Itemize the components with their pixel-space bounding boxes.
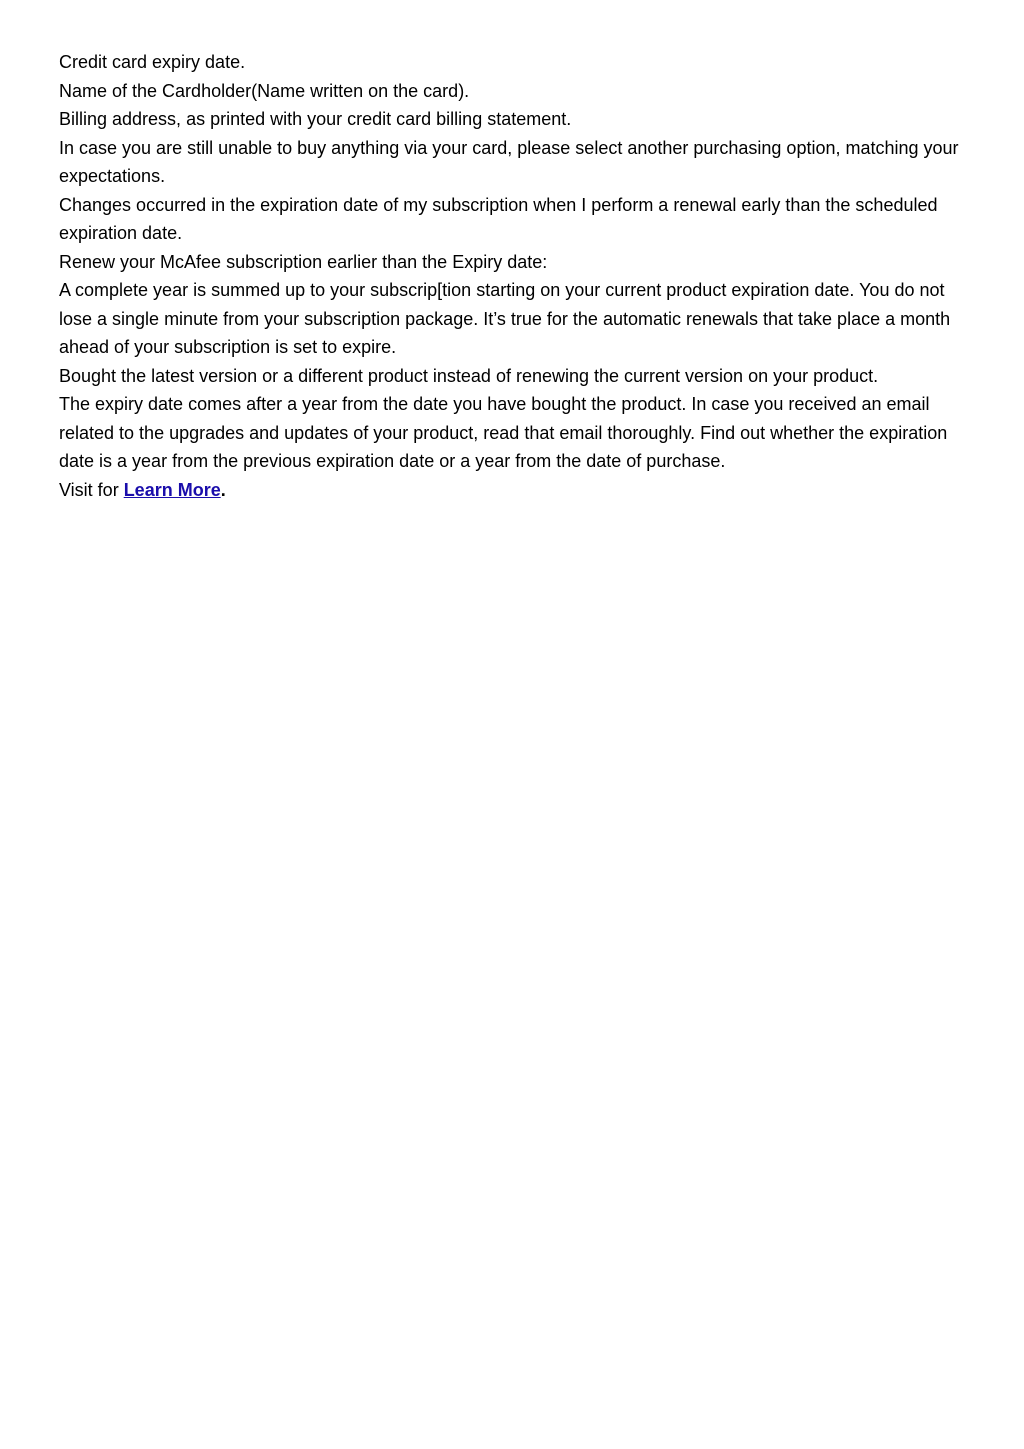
- visit-suffix: .: [220, 479, 226, 500]
- paragraph-bought-latest-version: Bought the latest version or a different product instead of renewing the current version on your product.: [59, 365, 879, 386]
- visit-line: [59, 476, 969, 505]
- paragraph-billing-address: Billing address, as printed with your credit card billing statement.: [59, 109, 572, 129]
- paragraph-renew-early-heading: Renew your McAfee subscription earlier than the Expiry date:: [59, 251, 548, 272]
- paragraph-cardholder-name: Name of the Cardholder(Name written on the card).: [59, 80, 470, 101]
- paragraph-card-expiry: Credit card expiry date.: [59, 52, 246, 72]
- document-body: [59, 48, 969, 504]
- paragraph-purchasing-option: In case you are still unable to buy anything via your card, please select another purchasing option, matching your expectations.: [59, 137, 959, 186]
- visit-prefix: Visit for: [59, 479, 124, 500]
- learn-more-link[interactable]: Learn More: [123, 479, 221, 500]
- paragraph-expiration-changes: Changes occurred in the expiration date of my subscription when I perform a renewal early than the scheduled expiration date.: [59, 194, 938, 243]
- paragraph-complete-year: A complete year is summed up to your subscrip[tion starting on your current product expiration date. You do not lose a single minute from your subscription package. It’s true for the automatic renewals that take place a month ahead of your subscription is set to expire.: [59, 280, 951, 357]
- paragraph-expiry-after-year: The expiry date comes after a year from the date you have bought the product. In case you received an email related to the upgrades and updates of your product, read that email thoroughly. Find out whether the expiration date is a year from the previous expiration date or a year from the date of purchase.: [59, 394, 948, 471]
